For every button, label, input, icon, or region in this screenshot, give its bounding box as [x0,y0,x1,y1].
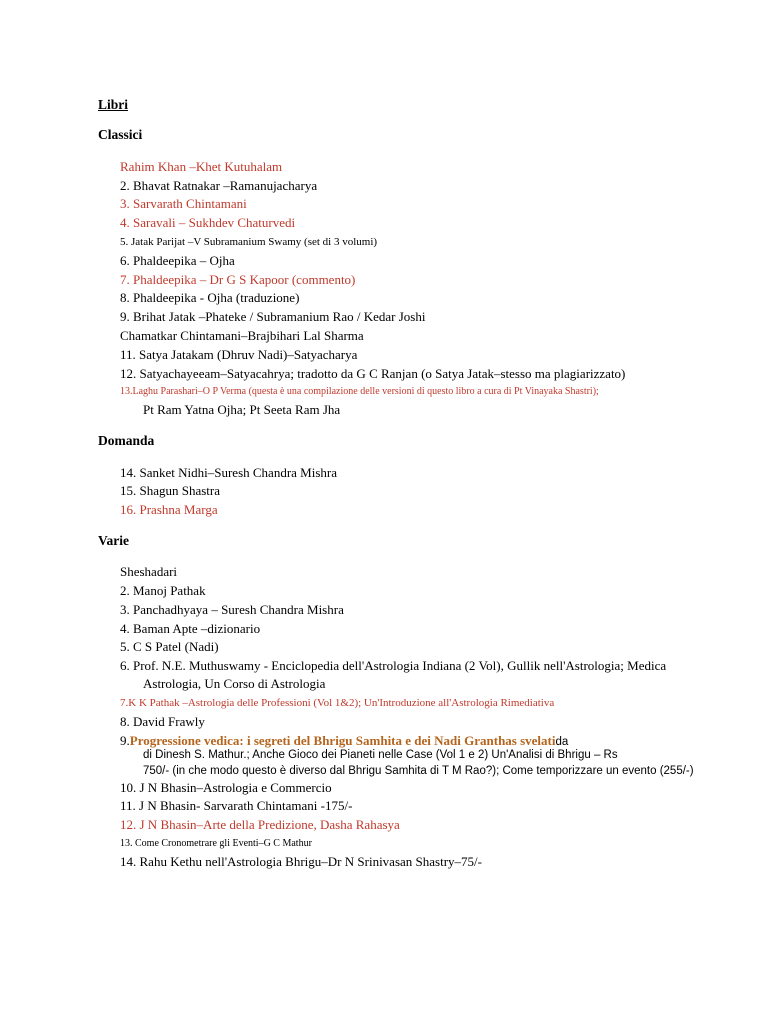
highlight-title: Progressione vedica: i segreti del Bhrigu Samhita e dei Nadi Granthas svelati [129,733,556,748]
list-item: 8. David Frawly [120,714,205,729]
list-item: 7.K K Pathak –Astrologia delle Professioni (Vol 1&2); Un'Introduzione all'Astrologia Rimediativa [120,697,555,709]
list-item: 4. Saravali – Sukhdev Chaturvedi [120,215,296,230]
list-item: 4. Baman Apte –dizionario [120,621,261,636]
list-item: 6. Prof. N.E. Muthuswamy - Enciclopedia dell'Astrologia Indiana (2 Vol), Gullik nell'Astrologia; Medica [120,658,667,673]
list-item-continuation: Pt Ram Yatna Ojha; Pt Seeta Ram Jha [143,402,341,417]
list-item: 12. J N Bhasin–Arte della Predizione, Dasha Rahasya [120,817,400,832]
list-item: 9. Brihat Jatak –Phateke / Subramanium Rao / Kedar Joshi [120,309,426,324]
section-heading-classici: Classici [98,127,143,142]
text-da: da [555,736,569,748]
list-item: 14. Sanket Nidhi–Suresh Chandra Mishra [120,465,338,480]
section-heading-varie: Varie [98,533,129,548]
list-item-continuation: Astrologia, Un Corso di Astrologia [143,676,326,691]
list-item: Chamatkar Chintamani–Brajbihari Lal Sharma [120,328,364,343]
list-item: 3. Panchadhyaya – Suresh Chandra Mishra [120,602,344,617]
list-item: 5. Jatak Parijat –V Subramanium Swamy (set di 3 volumi) [120,236,378,248]
list-item: Rahim Khan –Khet Kutuhalam [120,159,283,174]
list-item: 11. J N Bhasin- Sarvarath Chintamani -175/- [120,798,353,813]
list-number: 9. [120,733,130,748]
list-item: Sheshadari [120,564,178,579]
list-item: 16. Prashna Marga [120,502,218,517]
list-item: 6. Phaldeepika – Ojha [120,253,235,268]
list-item: 15. Shagun Shastra [120,483,221,498]
list-item-continuation: di Dinesh S. Mathur.; Anche Gioco dei Pianeti nelle Case (Vol 1 e 2) Un'Analisi di Bhrigu – Rs [143,749,618,761]
list-item: 14. Rahu Kethu nell'Astrologia Bhrigu–Dr N Srinivasan Shastry–75/- [120,854,482,869]
list-item: 13.Laghu Parashari–O P Verma (questa è una compilazione delle versioni di questo libro a cura di Pt Vinayaka Shastri); [120,386,599,397]
list-item: 2. Bhavat Ratnakar –Ramanujacharya [120,178,318,193]
list-item: 11. Satya Jatakam (Dhruv Nadi)–Satyacharya [120,347,358,362]
list-item: 3. Sarvarath Chintamani [120,196,247,211]
list-item: 8. Phaldeepika - Ojha (traduzione) [120,290,300,305]
title: Libri [98,97,129,112]
list-item: 12. Satyachayeeam–Satyacahrya; tradotto da G C Ranjan (o Satya Jatak–stesso ma plagiarizzato) [120,366,626,381]
list-item: 7. Phaldeepika – Dr G S Kapoor (commento) [120,272,356,287]
section-heading-domanda: Domanda [98,433,155,448]
list-item: 2. Manoj Pathak [120,583,206,598]
list-item: 10. J N Bhasin–Astrologia e Commercio [120,780,332,795]
list-item: 13. Come Cronometrare gli Eventi–G C Mathur [120,838,312,849]
list-item: 5. C S Patel (Nadi) [120,639,219,654]
list-item-continuation: 750/- (in che modo questo è diverso dal Bhrigu Samhita di T M Rao?); Come temporizzare un evento (255/-) [143,765,694,777]
